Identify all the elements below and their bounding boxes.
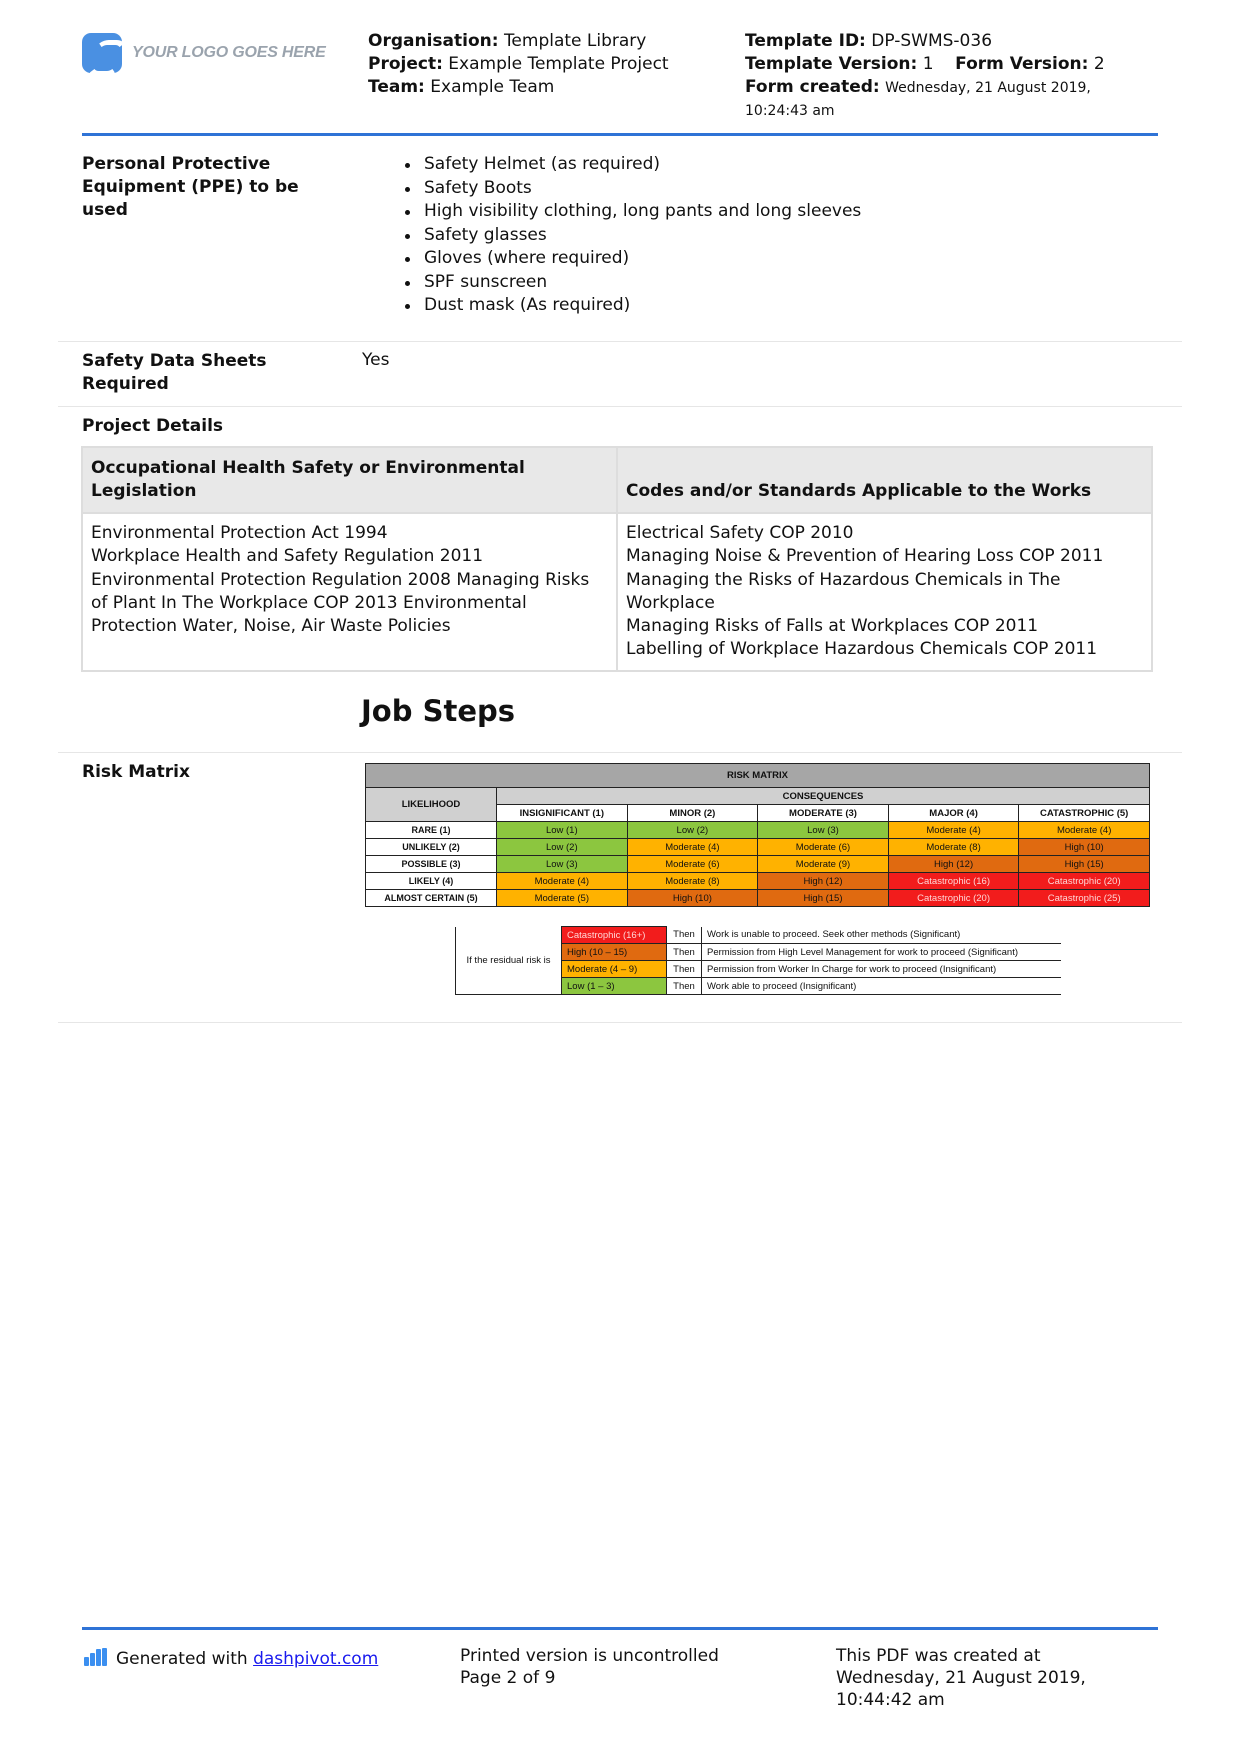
page-number: Page 2 of 9 [460, 1668, 556, 1688]
consequence-header: CATASTROPHIC (5) [1019, 805, 1150, 822]
template-version-value: 1 [922, 54, 934, 74]
project-value: Example Template Project [448, 54, 669, 74]
ppe-label-line: used [82, 200, 128, 220]
table-row [366, 822, 1150, 839]
section-divider [58, 406, 1182, 407]
consequence-header: MAJOR (4) [888, 805, 1019, 822]
footer-generated [84, 1648, 378, 1670]
residual-action: Permission from High Level Management for work to proceed (Significant) [702, 944, 1062, 961]
residual-action: Work able to proceed (Insignificant) [702, 978, 1062, 995]
risk-matrix-image [365, 763, 1150, 907]
created-line: This PDF was created at [836, 1646, 1041, 1666]
list-item: Safety glasses [400, 224, 861, 248]
risk-cell: Catastrophic (25) [1019, 890, 1150, 907]
table-row [366, 839, 1150, 856]
created-line: 10:44:42 am [836, 1690, 945, 1710]
job-steps-heading: Job Steps [361, 694, 516, 728]
table-row [366, 873, 1150, 890]
risk-cell: Moderate (8) [888, 839, 1019, 856]
risk-cell: High (10) [627, 890, 758, 907]
code-line: Labelling of Workplace Hazardous Chemicals COP 2011 [626, 639, 1098, 660]
risk-cell: High (15) [1019, 856, 1150, 873]
team-value: Example Team [430, 77, 555, 97]
ppe-label-line: Personal Protective [82, 154, 271, 174]
header-divider [82, 133, 1158, 136]
consequence-header: MINOR (2) [627, 805, 758, 822]
project-label: Project: [368, 54, 443, 74]
logo-text: YOUR LOGO GOES HERE [132, 44, 326, 61]
likelihood-cell: ALMOST CERTAIN (5) [366, 890, 497, 907]
code-line: Electrical Safety COP 2010 [626, 523, 854, 543]
risk-cell: Moderate (9) [758, 856, 889, 873]
residual-risk-legend [455, 926, 1061, 995]
created-line: Wednesday, 21 August 2019, [836, 1668, 1086, 1688]
risk-cell: Moderate (6) [758, 839, 889, 856]
legislation-cell [82, 513, 617, 671]
code-line: Managing Risks of Falls at Workplaces COP 2011 [626, 616, 1039, 637]
residual-then: Then [667, 978, 702, 995]
residual-level: Moderate (4 – 9) [562, 961, 667, 978]
template-id-label: Template ID: [745, 31, 866, 51]
project-details-label: Project Details [82, 416, 224, 436]
risk-cell: High (12) [888, 856, 1019, 873]
legislation-line: Environmental Protection Act 1994 [91, 523, 388, 543]
sds-value: Yes [362, 350, 390, 370]
table-row [366, 890, 1150, 907]
table-row [366, 856, 1150, 873]
residual-then: Then [667, 927, 702, 944]
risk-cell: High (12) [758, 873, 889, 890]
residual-then: Then [667, 944, 702, 961]
list-item: High visibility clothing, long pants and long sleeves [400, 200, 861, 224]
section-divider [58, 1022, 1182, 1023]
generated-text: Generated with [116, 1649, 254, 1669]
risk-cell: Moderate (5) [497, 890, 628, 907]
form-created-time: 10:24:43 am [745, 103, 835, 119]
risk-cell: Moderate (4) [497, 873, 628, 890]
template-id-value: DP-SWMS-036 [871, 31, 993, 51]
consequences-header: CONSEQUENCES [497, 788, 1150, 805]
form-version-value: 2 [1093, 54, 1105, 74]
residual-level: Catastrophic (16+) [562, 927, 667, 944]
risk-cell: Moderate (4) [1019, 822, 1150, 839]
consequence-header: MODERATE (3) [758, 805, 889, 822]
list-item: Gloves (where required) [400, 247, 861, 271]
codes-cell [617, 513, 1152, 671]
risk-cell: High (15) [758, 890, 889, 907]
sds-label [82, 350, 267, 396]
likelihood-cell: UNLIKELY (2) [366, 839, 497, 856]
residual-action: Permission from Worker In Charge for work to proceed (Insignificant) [702, 961, 1062, 978]
residual-then: Then [667, 961, 702, 978]
organisation-label: Organisation: [368, 31, 499, 51]
team-label: Team: [368, 77, 425, 97]
ppe-label [82, 153, 299, 222]
risk-cell: Low (2) [627, 822, 758, 839]
logo-icon [82, 33, 122, 73]
template-version-label: Template Version: [745, 54, 918, 74]
company-logo [82, 33, 326, 73]
risk-cell: Moderate (4) [627, 839, 758, 856]
form-created-label: Form created: [745, 77, 880, 97]
risk-matrix-table [365, 763, 1150, 907]
list-item: SPF sunscreen [400, 271, 861, 295]
risk-cell: Low (3) [497, 856, 628, 873]
likelihood-cell: LIKELY (4) [366, 873, 497, 890]
code-line: Managing the Risks of Hazardous Chemicals in The Workplace [626, 569, 1061, 613]
risk-cell: Catastrophic (20) [1019, 873, 1150, 890]
footer-created [836, 1645, 1086, 1711]
ppe-label-line: Equipment (PPE) to be [82, 177, 299, 197]
codes-header: Codes and/or Standards Applicable to the Works [617, 447, 1152, 513]
dashpivot-bars-icon [84, 1648, 108, 1666]
risk-cell: Low (3) [758, 822, 889, 839]
form-created-value: Wednesday, 21 August 2019, [885, 80, 1091, 96]
risk-cell: Moderate (6) [627, 856, 758, 873]
risk-cell: Moderate (4) [888, 822, 1019, 839]
footer-print-info [460, 1645, 719, 1689]
likelihood-header: LIKELIHOOD [366, 788, 497, 822]
residual-level: Low (1 – 3) [562, 978, 667, 995]
section-divider [58, 752, 1182, 753]
risk-cell: Catastrophic (16) [888, 873, 1019, 890]
table-row [456, 927, 1062, 944]
list-item: Safety Boots [400, 177, 861, 201]
risk-cell: Low (1) [497, 822, 628, 839]
risk-cell: Low (2) [497, 839, 628, 856]
residual-action: Work is unable to proceed. Seek other methods (Significant) [702, 927, 1062, 944]
code-line: Managing Noise & Prevention of Hearing Loss COP 2011 [626, 546, 1104, 567]
legislation-header: Occupational Health Safety or Environmental Legislation [82, 447, 617, 513]
footer-divider [82, 1627, 1158, 1630]
ppe-list [400, 153, 861, 318]
risk-matrix-title: RISK MATRIX [366, 764, 1150, 788]
risk-cell: Moderate (8) [627, 873, 758, 890]
section-divider [58, 341, 1182, 342]
residual-risk-table [455, 926, 1061, 995]
dashpivot-link[interactable]: dashpivot.com [253, 1649, 379, 1669]
legislation-table [81, 446, 1153, 672]
sds-label-line: Required [82, 374, 169, 394]
residual-level: High (10 – 15) [562, 944, 667, 961]
residual-label: If the residual risk is [456, 927, 562, 995]
legislation-line: Workplace Health and Safety Regulation 2011 Environmental Protection Regulation 2008 Managing Risks of Plant In The Workplace COP 2013 Environmental Protection Water, Noise, Air Waste Policies [91, 546, 590, 637]
consequence-header: INSIGNIFICANT (1) [497, 805, 628, 822]
risk-cell: Catastrophic (20) [888, 890, 1019, 907]
likelihood-cell: RARE (1) [366, 822, 497, 839]
form-version-label: Form Version: [955, 54, 1089, 74]
risk-cell: High (10) [1019, 839, 1150, 856]
uncontrolled-note: Printed version is uncontrolled [460, 1646, 719, 1666]
sds-label-line: Safety Data Sheets [82, 351, 267, 371]
header-info-right [745, 30, 1105, 123]
list-item: Safety Helmet (as required) [400, 153, 861, 177]
header-info-left [368, 30, 669, 99]
organisation-value: Template Library [503, 31, 647, 51]
likelihood-cell: POSSIBLE (3) [366, 856, 497, 873]
risk-matrix-label: Risk Matrix [82, 762, 190, 782]
list-item: Dust mask (As required) [400, 294, 861, 318]
